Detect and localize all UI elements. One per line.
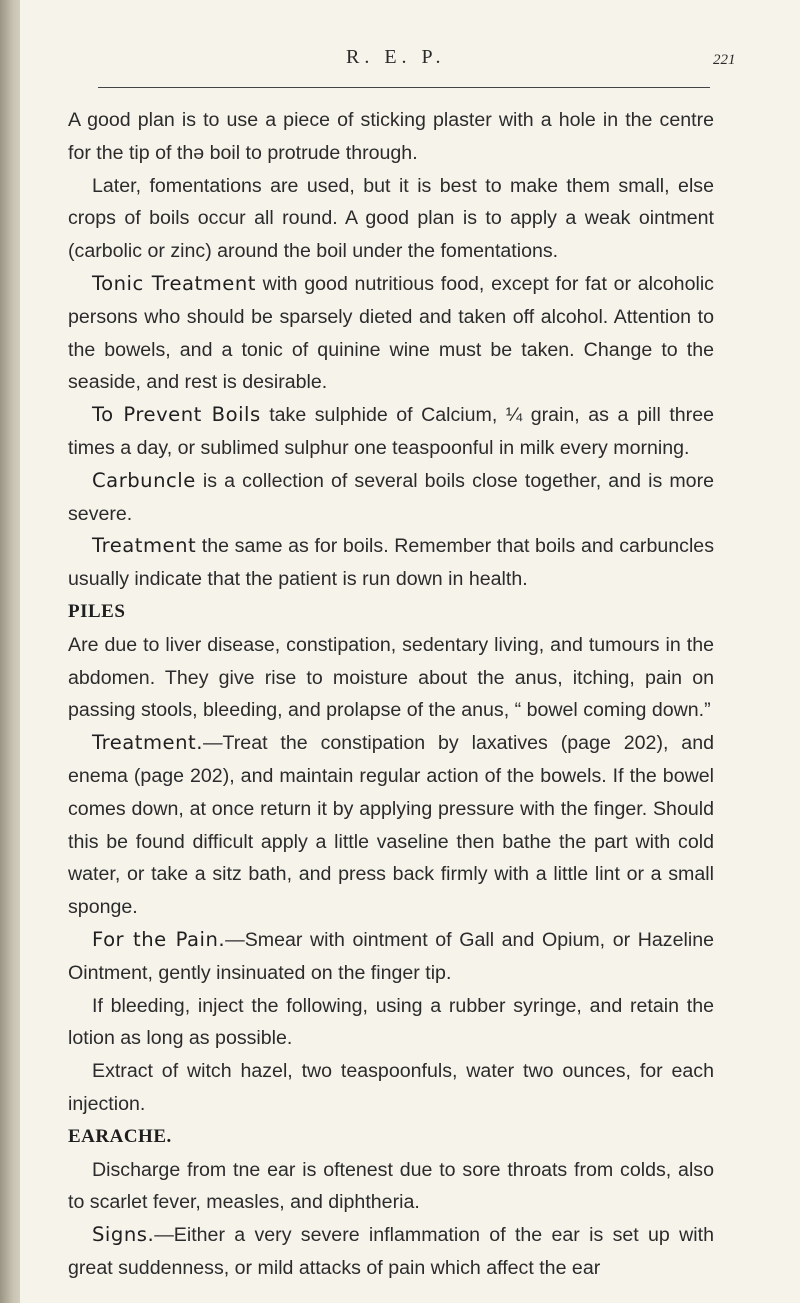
paragraph-tonic [68,268,714,399]
paragraph-prevent [68,399,714,465]
paragraph-piles: Are due to liver disease, constipation, sedentary living, and tumours in the abdomen. They give rise to moisture about the anus, itching, pain on passing stools, bleeding, and prolapse of the anus, “ bowel coming down.” [68,633,714,722]
book-page [20,0,800,1303]
carbuncle-heading: Carbuncle [92,468,196,492]
tonic-text: with good nutritious food, except for fat or alcoholic persons who should be sparsely dieted and taken off alcohol. Attention to the bowels, and a tonic of quinine wine must be taken. Change to the seaside, and rest is desirable. [68,272,714,394]
paragraph-bleeding: If bleeding, inject the following, using a rubber syringe, and retain the lotion as long as possible. [68,994,714,1050]
prevent-heading: To Prevent Boils [92,403,261,427]
page-header [20,46,800,76]
signs-heading: Signs. [92,1223,155,1247]
carbuncle-treatment-text: the same as for boils. Remember that boils and carbuncles usually indicate that the patient is run down in health. [68,535,714,591]
prevent-text: take sulphide of Calcium, ¼ grain, as a pill three times a day, or sublimed sulphur one teaspoonful in milk every morning. [68,404,715,459]
paragraph-signs [68,1219,714,1285]
paragraph-carbuncle-treatment [68,530,714,596]
carbuncle-treatment-heading: Treatment [92,534,197,558]
paragraph-piles-treatment [68,727,714,924]
header-rule [98,87,710,88]
page-body [68,104,714,1285]
piles-treatment-text: —Treat the constipation by laxatives (page 202), and enema (page 202), and maintain regular action of the bowels. If the bowel comes down, at once return it by applying pressure with the finger. Should this be found difficult apply a little vaseline then bathe the part with cold water, or take a sitz bath, and press back firmly with a little lint or a small sponge. [68,732,714,919]
paragraph-earache: Discharge from tne ear is oftenest due to sore throats from colds, also to scarlet fever, measles, and diphtheria. [68,1158,714,1214]
earache-title: EARACHE. [68,1125,172,1147]
piles-title: PILES [68,600,126,622]
running-head: R. E. P. [346,46,446,68]
page-number: 221 [713,52,736,68]
pain-heading: For the Pain. [92,927,226,951]
paragraph-boils-plan: A good plan is to use a piece of sticking plaster with a hole in the centre for the tip of thə boil to protrude through. [68,109,714,164]
carbuncle-text: is a collection of several boils close together, and is more severe. [68,469,714,525]
paragraph-witch-hazel: Extract of witch hazel, two teaspoonfuls, water two ounces, for each injection. [68,1060,714,1115]
piles-treatment-heading: Treatment. [92,731,203,755]
tonic-heading: Tonic Treatment [92,271,256,295]
paragraph-fomentations: Later, fomentations are used, but it is best to make them small, else crops of boils occur all round. A good plan is to apply a weak ointment (carbolic or zinc) around the boil under the fomentations. [68,174,714,263]
paragraph-pain [68,924,714,990]
pain-text: —Smear with ointment of Gall and Opium, or Hazeline Ointment, gently insinuated on the finger tip. [68,928,715,984]
paragraph-carbuncle [68,465,714,531]
signs-text: —Either a very severe inflammation of the ear is set up with great suddenness, or mild attacks of pain which affect the ear [68,1224,714,1279]
